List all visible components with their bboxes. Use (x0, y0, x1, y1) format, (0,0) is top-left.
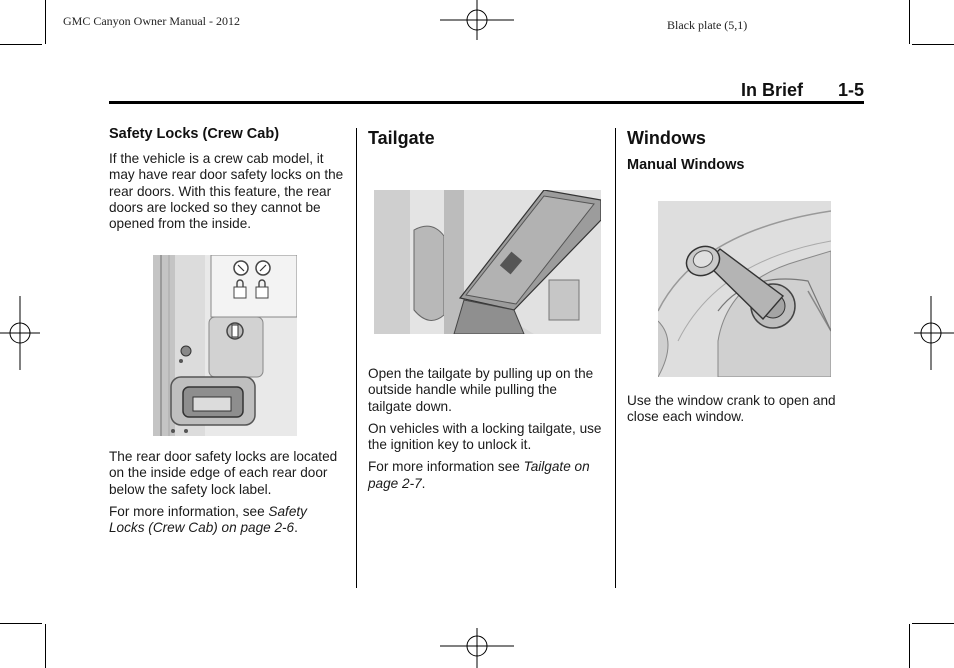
registration-mark-icon (440, 0, 514, 44)
paragraph: On vehicles with a locking tailgate, use the ignition key to unlock it. (368, 420, 602, 453)
crop-mark (0, 623, 42, 624)
registration-mark-icon (440, 626, 514, 668)
column-divider (615, 128, 616, 588)
tailgate-text (368, 366, 604, 498)
crop-mark (45, 624, 46, 668)
ref-suffix: . (421, 475, 426, 491)
paragraph: Use the window crank to open and close each window. (627, 393, 836, 425)
safety-locks-details (109, 449, 345, 542)
plate-label: Black plate (5,1) (667, 18, 748, 32)
heading-windows: Windows (627, 128, 706, 148)
paragraph: Open the tailgate by pulling up on the outside handle while pulling the tailgate down. (368, 366, 594, 414)
heading-safety-locks: Safety Locks (Crew Cab) (109, 126, 280, 142)
crop-mark (909, 624, 910, 668)
heading-tailgate: Tailgate (368, 128, 435, 148)
manual-title: GMC Canyon Owner Manual - 2012 (63, 14, 240, 28)
tailgate-link[interactable]: Tailgate on page 2-7 (368, 459, 590, 491)
paragraph (368, 459, 604, 492)
crop-mark (0, 44, 42, 45)
ref-prefix: For more information see (368, 459, 524, 475)
tailgate-image (374, 190, 601, 334)
crop-mark (912, 44, 954, 45)
crop-mark (45, 0, 46, 44)
tailgate-illustration (374, 190, 601, 334)
windows-text (627, 393, 863, 432)
registration-mark-icon (0, 296, 44, 370)
paragraph: If the vehicle is a crew cab model, it may have rear door safety locks on the rear doors. With this feature, the rear doors are locked so they cannot be opened from the inside. (109, 151, 344, 232)
section-title: In Brief (741, 80, 804, 100)
page-number: 1-5 (838, 80, 865, 100)
safety-lock-illustration (153, 255, 297, 436)
safety-locks-intro (109, 151, 345, 238)
window-crank-illustration (658, 201, 831, 377)
window-crank-image (658, 201, 831, 377)
safety-locks-link[interactable]: Safety Locks (Crew Cab) on page 2-6 (109, 503, 307, 536)
paragraph: The rear door safety locks are located on the inside edge of each rear door below the safety lock label. (109, 449, 338, 497)
column-divider (356, 128, 357, 588)
ref-prefix: For more information, see (109, 503, 269, 519)
heading-manual-windows: Manual Windows (627, 157, 745, 173)
paragraph (109, 504, 345, 537)
ref-suffix: . (294, 520, 298, 536)
registration-mark-icon (910, 296, 954, 370)
header-rule (109, 101, 864, 104)
crop-mark (912, 623, 954, 624)
door-edge-image (153, 255, 297, 436)
crop-mark (909, 0, 910, 44)
